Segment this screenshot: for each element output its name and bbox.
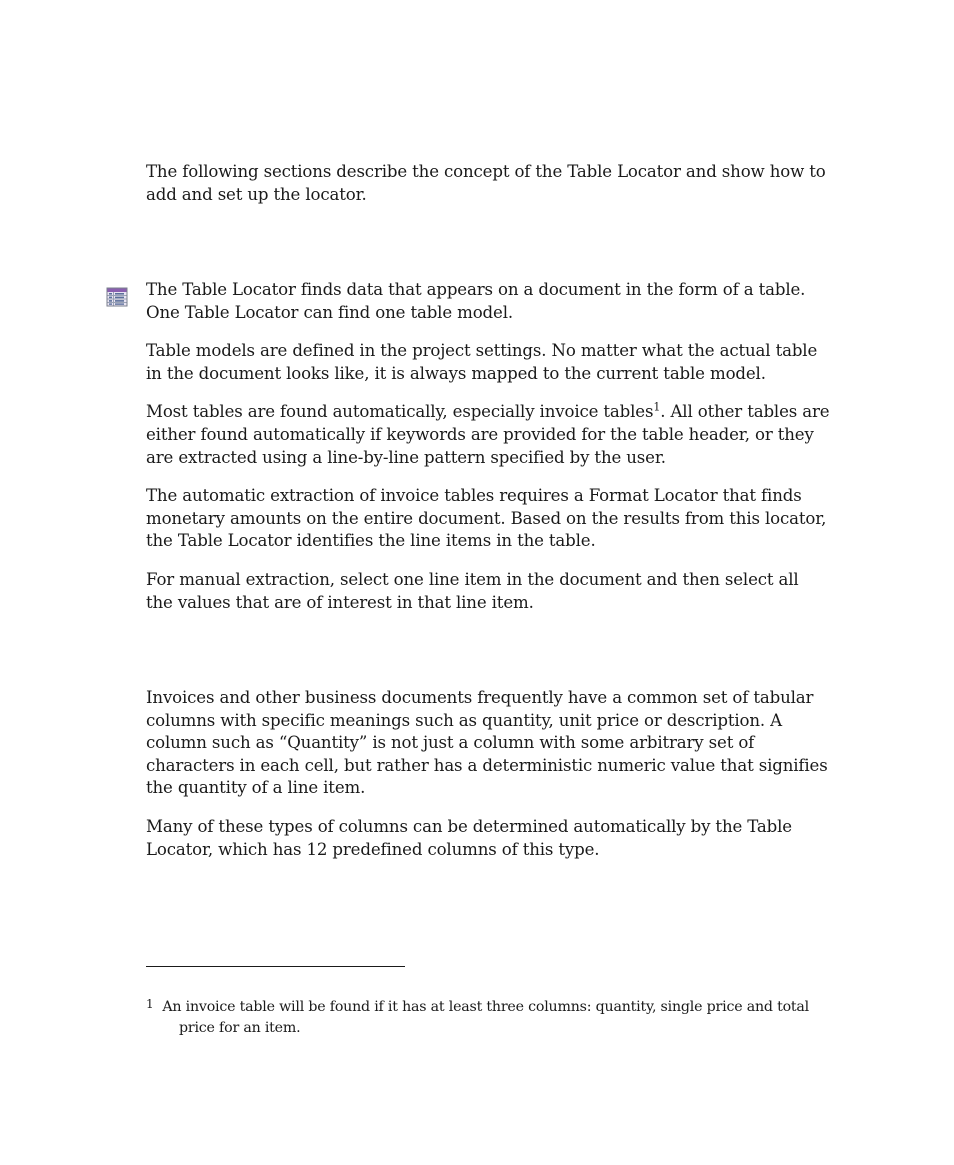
footnote <box>146 994 830 1038</box>
footnote-number: 1 <box>146 997 154 1011</box>
paragraph-text: . All other tables are either found automatically if keywords are provided for the table header, or they are extracted using a line-by-line pattern specified by the user. <box>146 402 830 467</box>
body-paragraph: Many of these types of columns can be determined automatically by the Table Locator, which has 12 predefined columns of this type. <box>146 816 792 859</box>
intro-paragraph: The following sections describe the concept of the Table Locator and show how to add and set up the locator. <box>146 162 826 204</box>
body-paragraph: For manual extraction, select one line item in the document and then select all the values that are of interest in that line item. <box>146 569 799 612</box>
body-paragraph: The automatic extraction of invoice tables requires a Format Locator that finds monetary amounts on the entire document. Based on the results from this locator, the Table Locator identifies the line items in the table. <box>146 486 827 551</box>
footnote-text: An invoice table will be found if it has at least three columns: quantity, single price and total price for an item. <box>162 999 810 1036</box>
intro-section <box>146 161 830 206</box>
paragraph-text: Most tables are found automatically, especially invoice tables <box>146 402 654 422</box>
predefined-columns-section <box>146 687 830 861</box>
body-paragraph: The Table Locator finds data that appears on a document in the form of a table. One Table Locator can find one table model. <box>146 280 806 322</box>
body-paragraph: Invoices and other business documents frequently have a common set of tabular columns with specific meanings such as quantity, unit price or description. A column such as “Quantity” is not just a column with some arbitrary set of characters in each cell, but rather has a deterministic numeric value that signifies the quantity of a line item. <box>146 688 828 798</box>
table-locator-section <box>146 279 830 614</box>
body-paragraph: Table models are defined in the project settings. No matter what the actual table in the document looks like, it is always mapped to the current table model. <box>146 341 818 383</box>
table-icon <box>106 286 128 308</box>
body-paragraph-with-footnote-ref <box>146 401 830 469</box>
footnote-reference[interactable]: 1 <box>653 400 661 414</box>
footnote-divider <box>146 966 405 967</box>
